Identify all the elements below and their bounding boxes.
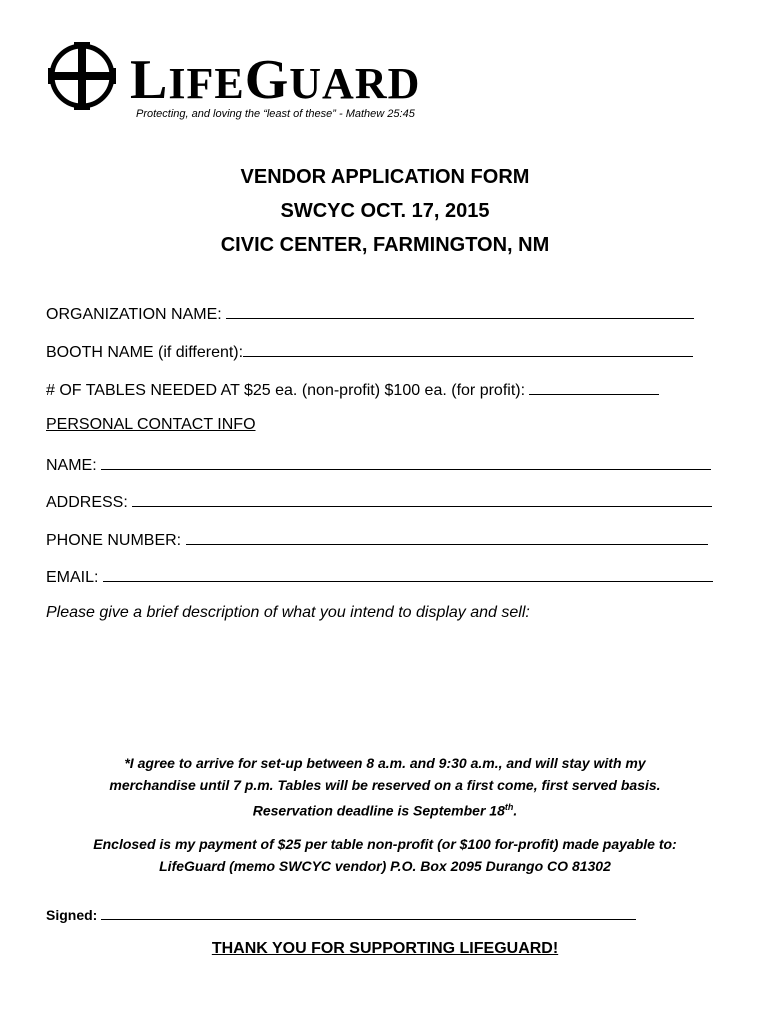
logo-tagline: Protecting, and loving the “least of these” - Mathew 25:45 [136, 108, 415, 120]
agreement-line-2: merchandise until 7 p.m. Tables will be reserved on a first come, first served basis. [109, 777, 661, 793]
contact-info-heading: PERSONAL CONTACT INFO [46, 416, 256, 433]
email-row [46, 565, 713, 588]
email-field[interactable] [103, 565, 713, 582]
phone-row [46, 528, 708, 551]
address-field[interactable] [132, 490, 712, 507]
tables-needed-field[interactable] [529, 378, 659, 395]
contact-name-label: NAME: [46, 457, 97, 474]
signature-row [46, 905, 636, 923]
phone-field[interactable] [186, 528, 708, 545]
payment-line-1: Enclosed is my payment of $25 per table non-profit (or $100 for-profit) made payable to: [93, 836, 677, 852]
booth-name-field[interactable] [243, 340, 693, 357]
form-title: VENDOR APPLICATION FORM [240, 166, 530, 188]
organization-name-row [46, 302, 694, 325]
organization-name-label: ORGANIZATION NAME: [46, 306, 222, 323]
lifeguard-logo [46, 40, 506, 122]
address-row [46, 490, 712, 513]
contact-name-field[interactable] [101, 453, 711, 470]
tables-needed-row [46, 378, 659, 401]
contact-name-row [46, 453, 711, 476]
signature-label: Signed: [46, 907, 98, 923]
logo-wordmark: LIFEGUARD [130, 49, 421, 111]
event-date: SWCYC OCT. 17, 2015 [280, 200, 490, 222]
agreement-terms [60, 752, 710, 822]
booth-name-row [46, 340, 693, 363]
booth-name-label: BOOTH NAME (if different): [46, 344, 244, 361]
description-prompt: Please give a brief description of what you intend to display and sell: [46, 604, 530, 621]
payment-line-2: LifeGuard (memo SWCYC vendor) P.O. Box 2095 Durango CO 81302 [159, 858, 611, 874]
deadline-line: Reservation deadline is September 18th. [252, 802, 518, 819]
tables-needed-label: # OF TABLES NEEDED AT $25 ea. (non-profit) $100 ea. (for profit): [46, 382, 526, 399]
thank-you-message: THANK YOU FOR SUPPORTING LIFEGUARD! [211, 940, 559, 957]
signature-field[interactable] [101, 905, 636, 920]
agreement-line-1: *I agree to arrive for set-up between 8 a.m. and 9:30 a.m., and will stay with my [124, 755, 646, 771]
payment-terms [60, 833, 710, 877]
event-location: CIVIC CENTER, FARMINGTON, NM [220, 234, 550, 256]
form-titles [0, 160, 770, 262]
phone-label: PHONE NUMBER: [46, 532, 182, 549]
email-label: EMAIL: [46, 569, 99, 586]
address-label: ADDRESS: [46, 494, 128, 511]
celtic-cross-icon [46, 40, 118, 112]
organization-name-field[interactable] [226, 302, 694, 319]
